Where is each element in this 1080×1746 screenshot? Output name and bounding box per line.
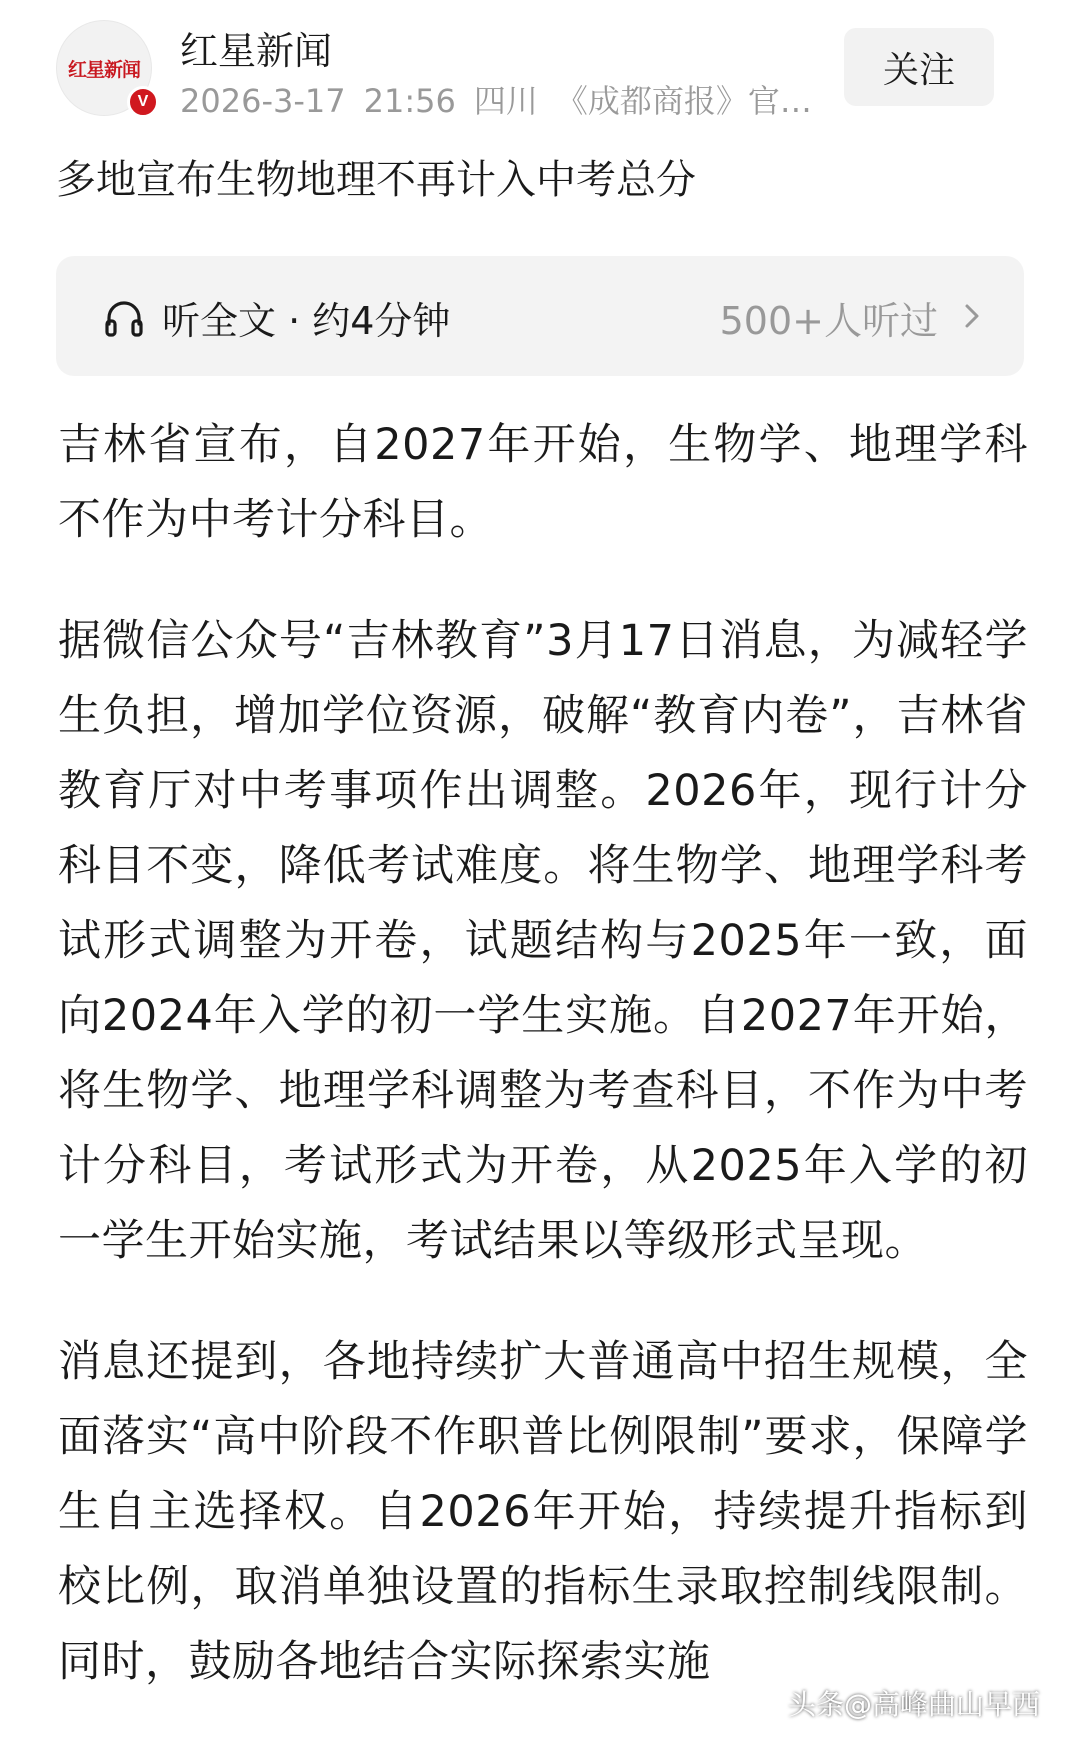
article-title: 多地宣布生物地理不再计入中考总分 xyxy=(56,157,696,203)
verified-badge-icon: V xyxy=(127,86,159,118)
chevron-right-icon xyxy=(964,302,980,330)
headphone-icon xyxy=(104,298,144,338)
article-paragraph: 吉林省宣布，自2027年开始，生物学、地理学科不作为中考计分科目。 xyxy=(58,420,1028,545)
source-logo: 红星新闻 xyxy=(67,58,140,81)
watermark: 头条@高峰曲山早西 xyxy=(787,1688,1040,1721)
article-body xyxy=(58,408,1028,1746)
source-name[interactable]: 红星新闻 xyxy=(180,29,333,73)
post-location: 四川 xyxy=(473,82,538,120)
source-description: 《成都商报》官… xyxy=(555,82,812,120)
listen-full-text-bar[interactable] xyxy=(56,256,1024,376)
listen-count: 500+人听过 xyxy=(719,299,938,343)
post-meta xyxy=(180,76,812,122)
post-date: 2026-3-17 xyxy=(180,82,346,120)
article-paragraph: 据微信公众号“吉林教育”3月17日消息，为减轻学生负担，增加学位资源，破解“教育内卷”，吉林省教育厅对中考事项作出调整。2026年，现行计分科目不变，降低考试难度。将生物学、地理学科考试形式调整为开卷，试题结构与2025年一致，面向2024年入学的初一学生实施。自2027年开始，将生物学、地理学科调整为考查科目，不作为中考计分科目，考试形式为开卷，从2025年入学的初一学生开始实施，考试结果以等级形式呈现。 xyxy=(58,616,1028,1266)
follow-button[interactable]: 关注 xyxy=(844,28,994,106)
listen-label: 听全文 · 约4分钟 xyxy=(162,299,451,343)
post-time: 21:56 xyxy=(363,82,456,120)
article-header xyxy=(56,20,1024,120)
article-paragraph: 消息还提到，各地持续扩大普通高中招生规模，全面落实“高中阶段不作职普比例限制”要求，保障学生自主选择权。自2026年开始，持续提升指标到校比例，取消单独设置的指标生录取控制线限制。同时，鼓励各地结合实际探索实施 xyxy=(58,1337,1028,1687)
